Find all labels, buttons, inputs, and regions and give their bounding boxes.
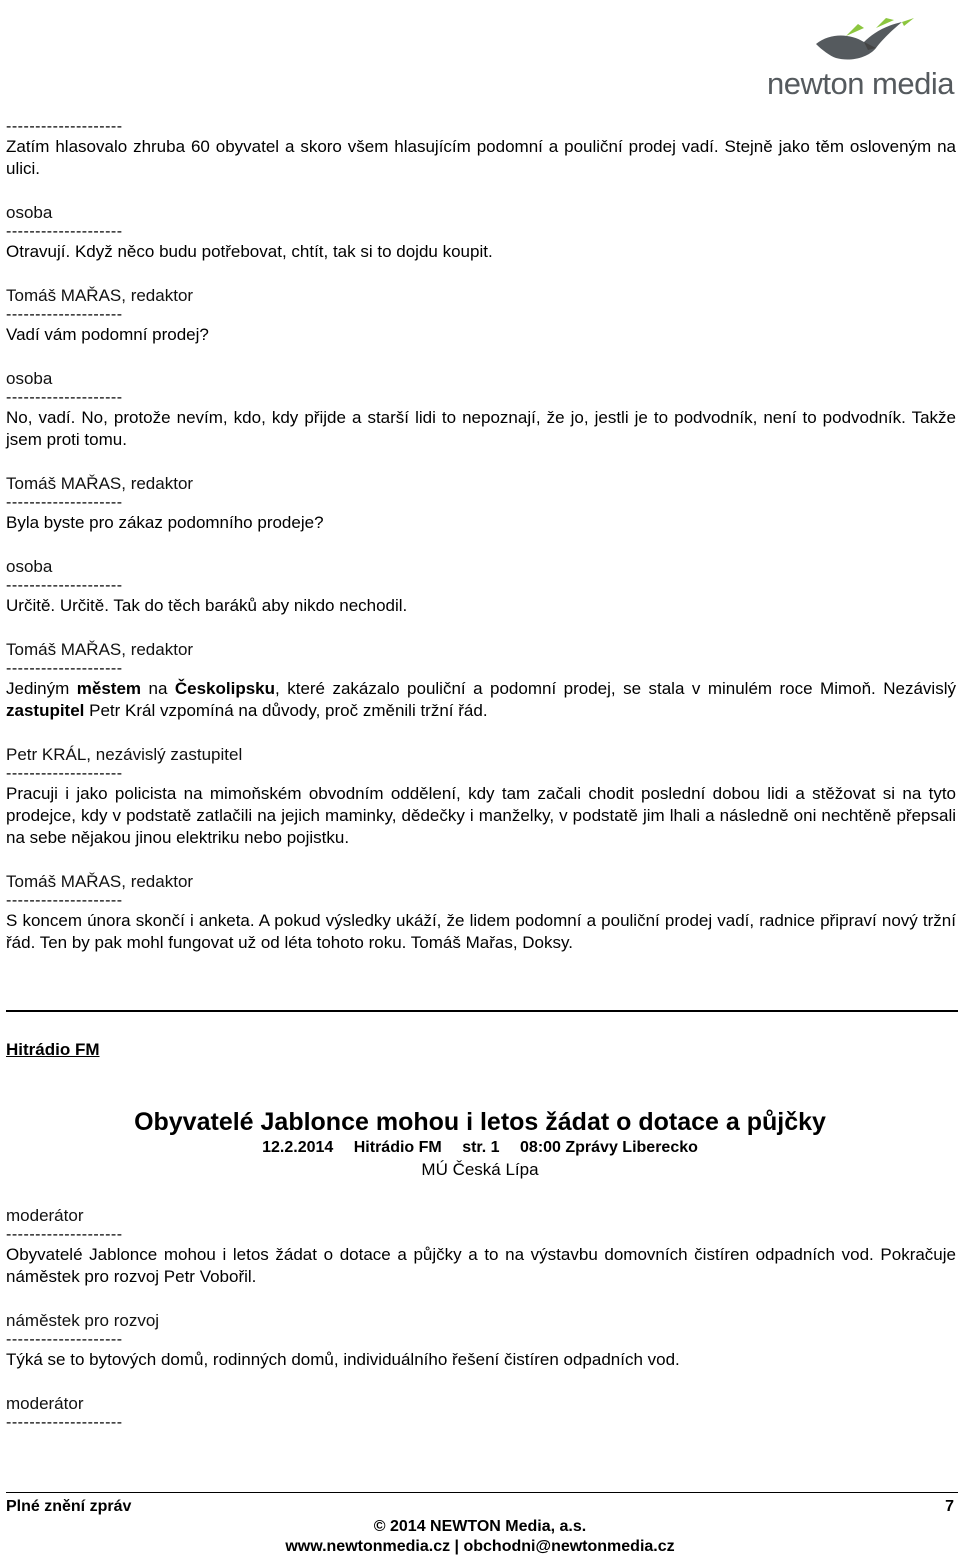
separator-line: -------------------- — [6, 892, 123, 909]
footer-copyright: © 2014 NEWTON Media, a.s. — [373, 1518, 587, 1535]
footer-divider — [6, 1492, 958, 1493]
paragraph-text: na — [141, 679, 175, 698]
source-heading: Hitrádio FM — [6, 1040, 100, 1059]
separator-line: -------------------- — [6, 1226, 123, 1243]
speaker-label: Petr KRÁL, nezávislý zastupitel — [6, 745, 243, 764]
page-number: 7 — [945, 1498, 954, 1515]
paragraph-text: Petr Král vzpomíná na důvody, proč změnili tržní řád. — [84, 701, 488, 720]
separator-line: -------------------- — [6, 577, 123, 594]
newton-media-logo — [756, 14, 956, 101]
speaker-label: náměstek pro rozvoj — [6, 1311, 160, 1330]
transcript-section-1 — [6, 118, 956, 954]
speaker-label: Tomáš MAŘAS, redaktor — [6, 474, 194, 493]
speaker-label: osoba — [6, 369, 53, 388]
article-date: 12.2.2014 — [262, 1139, 334, 1156]
section-divider — [6, 1010, 958, 1012]
speaker-label: moderátor — [6, 1394, 84, 1413]
separator-line: -------------------- — [6, 1331, 123, 1348]
transcript-paragraph: Zatím hlasovalo zhruba 60 obyvatel a skoro všem hlasujícím podomní a pouliční prodej vadí. Stejně jako těm osloveným na ulici. — [6, 137, 956, 178]
separator-line: -------------------- — [6, 765, 123, 782]
highlighted-keyword: zastupitel — [6, 701, 85, 720]
article-org: MÚ Česká Lípa — [421, 1160, 539, 1179]
footer-contact: www.newtonmedia.cz | obchodni@newtonmedia.cz — [285, 1538, 675, 1555]
separator-line: -------------------- — [6, 494, 123, 511]
speaker-label: Tomáš MAŘAS, redaktor — [6, 286, 194, 305]
separator-line: -------------------- — [6, 660, 123, 677]
highlighted-keyword: Českolipsku — [174, 679, 276, 698]
article-program: 08:00 Zprávy Liberecko — [520, 1139, 698, 1156]
article-meta — [0, 1138, 960, 1158]
separator-line: -------------------- — [6, 118, 123, 135]
highlighted-keyword: městem — [76, 679, 142, 698]
transcript-paragraph: Byla byste pro zákaz podomního prodeje? — [6, 513, 324, 532]
article-source: Hitrádio FM — [353, 1139, 442, 1156]
speaker-label: Tomáš MAŘAS, redaktor — [6, 640, 194, 659]
transcript-paragraph: Vadí vám podomní prodej? — [6, 325, 209, 344]
speaker-label: moderátor — [6, 1206, 84, 1225]
hummingbird-logo-icon — [806, 14, 916, 70]
separator-line: -------------------- — [6, 223, 123, 240]
transcript-paragraph: Pracuji i jako policista na mimoňském obvodním oddělení, kdy tam začali chodit poslední dobou lidi a stěžovat si na tyto prodejce, kdy v podstatě zatlačili na jejich maminky, dědečky i manželky, v podstatě jim lhali a následně oni nechtěně přepsali na sebe nějakou jinou elektriku nebo pojistku. — [6, 784, 956, 847]
transcript-paragraph: Určitě. Určitě. Tak do těch baráků aby nikdo nechodil. — [6, 596, 408, 615]
separator-line: -------------------- — [6, 389, 123, 406]
transcript-paragraph-highlighted — [6, 678, 956, 722]
speaker-label: osoba — [6, 203, 53, 222]
logo-wordmark: newton media — [766, 66, 954, 101]
article-title: Obyvatelé Jablonce mohou i letos žádat o dotace a půjčky — [134, 1108, 826, 1136]
transcript-paragraph: Týká se to bytových domů, rodinných domů, individuálního řešení čistíren odpadních vod. — [6, 1350, 680, 1369]
speaker-label: osoba — [6, 557, 53, 576]
article-header — [0, 1106, 960, 1182]
paragraph-text: Jediným — [6, 679, 77, 698]
speaker-label: Tomáš MAŘAS, redaktor — [6, 872, 194, 891]
separator-line: -------------------- — [6, 306, 123, 323]
transcript-paragraph: No, vadí. No, protože nevím, kdo, kdy přijde a starší lidi to nepoznají, že jo, jestli je to podvodník, není to podvodník. Takže jsem proti tomu. — [6, 408, 956, 449]
transcript-paragraph: Obyvatelé Jablonce mohou i letos žádat o dotace a půjčky a to na výstavbu domovních čistíren odpadních vod. Pokračuje náměstek pro rozvoj Petr Vobořil. — [6, 1245, 956, 1286]
article-page: str. 1 — [462, 1139, 500, 1156]
transcript-paragraph: S koncem února skončí i anketa. A pokud výsledky ukáží, že lidem podomní a pouliční prodej vadí, radnice připraví nový tržní řád. Ten by pak mohl fungovat už od léta tohoto roku. Tomáš Mařas, Doksy. — [6, 911, 956, 952]
footer-label: Plné znění zpráv — [6, 1498, 132, 1515]
transcript-paragraph: Otravují. Když něco budu potřebovat, chtít, tak si to dojdu koupit. — [6, 242, 493, 261]
transcript-section-2 — [6, 1205, 956, 1432]
footer-info — [0, 1517, 960, 1557]
separator-line: -------------------- — [6, 1414, 123, 1431]
paragraph-text: , které zakázalo pouliční a podomní prodej, se stala v minulém roce Mimoň. Nezávislý — [275, 679, 956, 698]
